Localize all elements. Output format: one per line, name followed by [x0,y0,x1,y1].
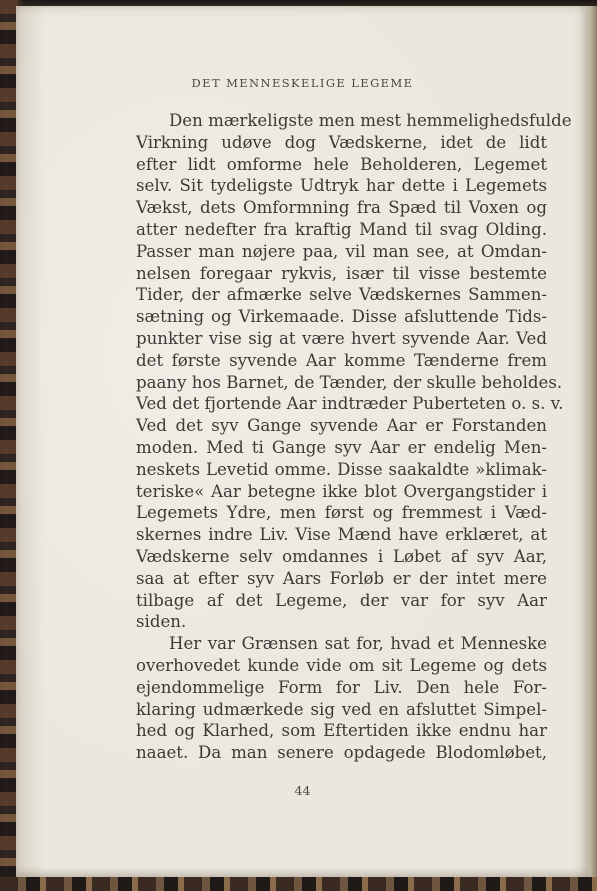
running-head: DET MENNESKELIGE LEGEME [191,76,414,90]
text-line: naaet. Da man senere opdagede Blodomløbet, [136,743,547,763]
text-line: klaring udmærkede sig ved en afsluttet Simpel- [136,699,547,719]
text-line: Vækst, dets Omformning fra Spæd til Voxen og [136,198,547,218]
text-line: Tider, der afmærke selve Vædskernes Sammen- [136,285,547,305]
text-line: det første syvende Aar komme Tænderne frem [136,350,547,370]
page-edge [589,6,597,877]
text-line: neskets Levetid omme. Disse saakaldte »klimak- [136,459,547,479]
text-line: Ved det syv Gange syvende Aar er Forstanden [136,416,547,436]
text-line: paany hos Barnet, de Tænder, der skulle beholdes. [136,372,563,392]
text-line: tilbage af det Legeme, der var for syv Aar [136,590,547,610]
text-line: Legemets Ydre, men først og fremmest i Væd- [136,503,547,523]
text-line: Virkning udøve dog Vædskerne, idet de lidt [136,132,547,152]
text-line: moden. Med ti Gange syv Aar er endelig Men- [136,437,547,457]
text-line: selv. Sit tydeligste Udtryk har dette i Legemets [136,176,547,196]
text-line: Den mærkeligste men mest hemmelighedsfulde [169,111,572,130]
text-line: saa at efter syv Aars Forløb er der intet mere [136,568,547,588]
text-line: Her var Grænsen sat for, hvad et Menneske [169,634,547,654]
text-line: skernes indre Liv. Vise Mænd have erklæret, at [136,525,547,545]
text-line: Ved det fjortende Aar indtræder Puberteten o. s. v. [136,394,564,414]
book-cover-bottom [0,877,597,891]
text-line: atter nedefter fra kraftig Mand til svag Olding. [136,219,547,239]
text-line: siden. [136,612,187,632]
text-line: efter lidt omforme hele Beholderen, Legemet [136,154,547,174]
page-number: 44 [294,783,311,798]
text-line: nelsen foregaar rykvis, især til visse bestemte [136,263,547,283]
text-line: hed og Klarhed, som Eftertiden ikke endnu har [136,721,547,741]
text-line: teriske« Aar betegne ikke blot Overgangstider i [136,481,547,501]
text-line: Vædskerne selv omdannes i Løbet af syv Aar, [136,546,547,566]
text-line: punkter vise sig at være hvert syvende Aar. Ved [136,328,547,348]
text-line: ejendommelige Form for Liv. Den hele For- [136,677,547,697]
book-page [16,6,589,877]
body-text [136,110,572,764]
text-line: sætning og Virkemaade. Disse afsluttende Tids- [136,307,547,327]
text-line: Passer man nøjere paa, vil man see, at Omdan- [136,241,547,261]
text-line: overhovedet kunde vide om sit Legeme og dets [136,655,547,675]
